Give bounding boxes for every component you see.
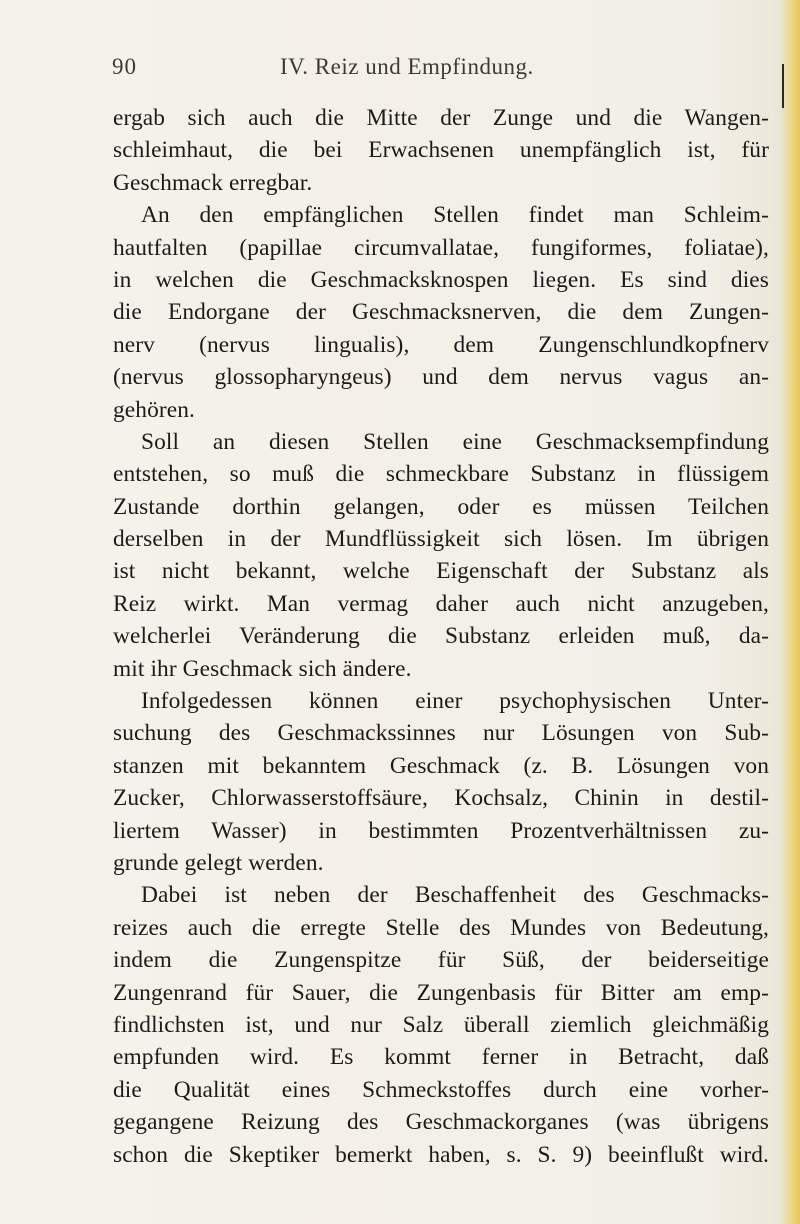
text-line: stanzen mit bekanntem Geschmack (z. B. Lösungen von xyxy=(113,752,769,779)
text-line: Zustande dorthin gelangen, oder es müssen Teilchen xyxy=(113,493,769,520)
text-line: Zucker, Chlorwasserstoffsäure, Kochsalz, Chinin in destil- xyxy=(113,785,769,812)
paragraph-start-line: Soll an diesen Stellen eine Geschmacksempfindung xyxy=(141,428,769,455)
text-line: ergab sich auch die Mitte der Zunge und die Wangen- xyxy=(113,105,769,131)
page-edge-shadow xyxy=(780,0,800,1224)
text-line: suchung des Geschmackssinnes nur Lösungen von Sub- xyxy=(113,720,769,747)
text-line: indem die Zungenspitze für Süß, der beiderseitige xyxy=(113,947,769,974)
text-line: findlichsten ist, und nur Salz überall ziemlich gleichmäßig xyxy=(113,1011,769,1038)
page-number: 90 xyxy=(112,54,137,79)
running-title: IV. Reiz und Empfindung. xyxy=(280,54,534,79)
text-line: in welchen die Geschmacksknospen liegen. Es sind dies xyxy=(113,266,769,293)
text-line: hautfalten (papillae circumvallatae, fungiformes, foliatae), xyxy=(113,234,769,261)
body-text xyxy=(113,102,769,1182)
text-line: reizes auch die erregte Stelle des Mundes von Bedeutung, xyxy=(113,914,769,941)
paragraph-start-line: An den empfänglichen Stellen findet man Schleim- xyxy=(141,202,769,229)
text-line: gehören. xyxy=(113,396,195,423)
text-line: grunde gelegt werden. xyxy=(113,849,324,876)
text-line: ist nicht bekannt, welche Eigenschaft der Substanz als xyxy=(113,558,769,585)
text-line: die Qualität eines Schmeckstoffes durch eine vorher- xyxy=(113,1076,769,1103)
text-line: mit ihr Geschmack sich ändere. xyxy=(113,655,412,682)
text-line: derselben in der Mundflüssigkeit sich lösen. Im übrigen xyxy=(113,526,769,553)
text-line: liertem Wasser) in bestimmten Prozentverhältnissen zu- xyxy=(113,817,769,844)
text-line: entstehen, so muß die schmeckbare Substanz in flüssigem xyxy=(113,461,769,488)
text-line: Geschmack erregbar. xyxy=(113,169,313,196)
text-line: Reiz wirkt. Man vermag daher auch nicht anzugeben, xyxy=(113,590,769,617)
text-line: empfunden wird. Es kommt ferner in Betracht, daß xyxy=(113,1044,769,1071)
text-line: schleimhaut, die bei Erwachsenen unempfänglich ist, für xyxy=(113,137,769,164)
paragraph-start-line: Dabei ist neben der Beschaffenheit des Geschmacks- xyxy=(141,882,769,909)
page-header xyxy=(112,54,712,88)
text-line: (nervus glossopharyngeus) und dem nervus vagus an- xyxy=(113,364,769,391)
text-line: welcherlei Veränderung die Substanz erleiden muß, da- xyxy=(113,623,769,650)
text-line: gegangene Reizung des Geschmackorganes (was übrigens xyxy=(113,1109,769,1136)
text-line: nerv (nervus lingualis), dem Zungenschlundkopfnerv xyxy=(113,331,769,358)
margin-bracket xyxy=(782,64,790,108)
text-line: Zungenrand für Sauer, die Zungenbasis für Bitter am emp- xyxy=(113,979,769,1006)
text-line: die Endorgane der Geschmacksnerven, die dem Zungen- xyxy=(113,299,769,326)
text-line: schon die Skeptiker bemerkt haben, s. S. 9) beeinflußt wird. xyxy=(113,1141,769,1168)
paragraph-start-line: Infolgedessen können einer psychophysischen Unter- xyxy=(141,688,769,715)
